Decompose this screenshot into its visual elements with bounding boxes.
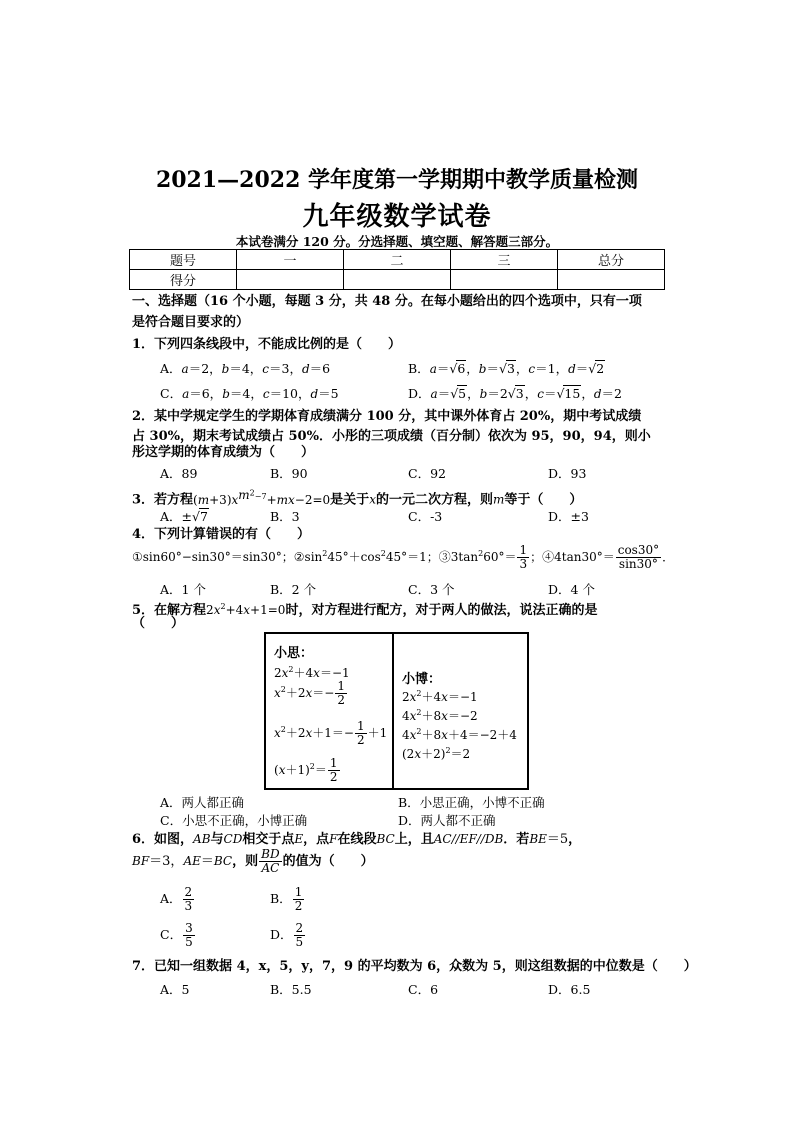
question-1-stem: 1．下列四条线段中，不能成比例的是（ ）: [132, 337, 402, 352]
xiaobo-step-1: $2x^2+4x=-1$: [402, 689, 478, 704]
xiaosi-step-4: $(x+1)^2=$ $\frac{1}{2}$: [274, 756, 338, 784]
exam-subtitle: 九年级数学试卷: [302, 202, 492, 232]
question-6-text: 的值为（ ）: [282, 854, 374, 869]
question-6-text: 相交于点: [242, 832, 295, 847]
question-5-stem-cont: （ ）: [132, 616, 185, 631]
score-table-row: [130, 270, 665, 290]
question-4-stem: 4．下列计算错误的有（ ）: [132, 527, 311, 542]
question-6-option-c: C． $\frac{3}{5}$: [160, 921, 193, 949]
question-6-option-a: A． $\frac{2}{3}$: [160, 885, 193, 913]
question-6-text: 6．如图，: [132, 832, 194, 847]
question-6-text: ，点: [303, 832, 330, 847]
question-6-text: 在线段: [337, 832, 377, 847]
question-1-option-c: C．a＝6，b＝4，c＝10，d＝5: [160, 386, 339, 401]
question-3-text: 的一元二次方程，则: [375, 492, 493, 508]
xiaobo-label: 小博：: [402, 672, 442, 687]
question-6-text: ，则: [232, 854, 259, 869]
section-heading: 一、选择题（16 个小题，每题 3 分，共 48 分。在每小题给出的四个选项中，只有一项: [132, 294, 642, 309]
score-table-header: 二: [344, 250, 451, 270]
score-cell[interactable]: [451, 270, 558, 290]
xiaobo-step-3: $4x^2+8x+4=-2+4$: [402, 727, 517, 742]
score-row-label: 得分: [130, 270, 237, 290]
score-cell[interactable]: [558, 270, 665, 290]
question-6-stem: 6．如图，AB与CD相交于点E，点F在线段BC上，且AC//EF//DB．若BE＝5，: [132, 832, 582, 847]
question-1-option-d: D．a＝√5，b＝2√3，c＝√15，d＝2: [408, 386, 622, 401]
question-6-option-d: D． $\frac{2}{5}$: [270, 921, 304, 949]
question-5-option-b: B．小思正确，小博不正确: [398, 795, 545, 810]
xiaosi-step-3: $x^2+2x+1=-$ $\frac{1}{2}$ ＋1: [274, 719, 388, 747]
score-cell[interactable]: [344, 270, 451, 290]
xiaobo-step-2: $4x^2+8x=-2$: [402, 708, 478, 723]
question-6-text: ，: [568, 832, 582, 847]
question-3-text: 是关于: [330, 492, 370, 508]
question-2-stem: 占 30%，期末考试成绩占 50%．小彤的三项成绩（百分制）依次为 95，90，94，则小: [132, 429, 651, 444]
xiaosi-step-1: $2x^2+4x=-1$: [274, 665, 350, 680]
score-table: [129, 249, 665, 290]
score-table-header-row: [130, 250, 665, 270]
question-7-option-a: A．5: [160, 982, 190, 997]
question-6-stem-cont: BF＝3，AE＝BC，则 $\frac{BD}{AC}$ 的值为（ ）: [132, 847, 374, 875]
question-4-statements: ①sin60°−sin30°＝sin30°；$②\sin^245^\circ+\cos^245^\circ=1$；$③3\tan^260^\circ=$ $\frac{1}{3}$ ；④4tan30°＝ $\frac{\cos 30^\circ}{\sin 30^\circ}$ ．: [132, 543, 675, 571]
question-7-stem: 7．已知一组数据 4，x，5，y，7，9 的平均数为 6，众数为 5，则这组数据的中位数是（ ）: [132, 959, 697, 974]
question-7-option-c: C．6: [408, 982, 439, 997]
question-4-option-b: B．2 个: [270, 582, 317, 597]
question-5-option-c: C．小思不正确，小博正确: [160, 813, 308, 828]
question-6-text: 与: [210, 832, 224, 847]
question-2-option-d: D．93: [548, 466, 587, 481]
question-7-option-b: B．5.5: [270, 982, 312, 997]
section-heading-cont: 是符合题目要求的）: [132, 315, 250, 330]
question-4-option-a: A．1 个: [160, 582, 206, 597]
question-5-option-a: A．两人都正确: [160, 795, 245, 810]
question-5-option-d: D．两人都不正确: [398, 813, 496, 828]
question-2-option-a: A．89: [160, 466, 198, 481]
question-6-text: ．若: [503, 832, 530, 847]
question-2-option-c: C．92: [408, 466, 446, 481]
question-3-text: 3．若方程: [132, 492, 194, 508]
question-6-option-b: B． $\frac{1}{2}$: [270, 885, 303, 913]
question-3-stem: 3．若方程$(m+3)x^{m^2-7}+mx-2=0$是关于x的一元二次方程，则m等于（ ）: [132, 487, 583, 508]
question-1-option-b: B．a＝√6，b＝√3，c＝1，d＝√2: [408, 361, 605, 376]
question-3-option-a: A．±√7: [160, 509, 208, 524]
xiaosi-label: 小思：: [274, 646, 314, 661]
question-6-text: 上，且: [394, 832, 434, 847]
box-divider: [392, 634, 394, 788]
score-cell[interactable]: [237, 270, 344, 290]
question-5-stem: 5．在解方程$2x^2+4x+1=0$时，对方程进行配方，对于两人的做法，说法正确的是: [132, 602, 598, 618]
question-4-option-c: C．3 个: [408, 582, 455, 597]
exam-note: 本试卷满分 120 分。分选择题、填空题、解答题三部分。: [235, 234, 559, 249]
score-table-header: 总分: [558, 250, 665, 270]
score-table-header: 三: [451, 250, 558, 270]
question-3-text: 等于（ ）: [504, 492, 583, 508]
question-1-option-a: A．a＝2，b＝4，c＝3，d＝6: [160, 361, 331, 376]
question-4-option-d: D．4 个: [548, 582, 595, 597]
question-7-option-d: D．6.5: [548, 982, 591, 997]
xiaobo-step-4: $(2x+2)^2=2$: [402, 746, 471, 761]
score-table-header: 题号: [130, 250, 237, 270]
question-3-option-b: B．3: [270, 509, 300, 524]
question-2-stem: 2．某中学规定学生的学期体育成绩满分 100 分，其中课外体育占 20%，期中考试成绩: [132, 409, 642, 424]
exam-title: 2021—2022 学年度第一学期期中教学质量检测: [155, 167, 639, 193]
question-5-text: 5．在解方程: [132, 603, 207, 618]
question-2-option-b: B．90: [270, 466, 308, 481]
score-table-header: 一: [237, 250, 344, 270]
question-3-option-c: C．-3: [408, 509, 443, 524]
question-2-stem: 彤这学期的体育成绩为（ ）: [132, 445, 315, 460]
question-5-text: 时，对方程进行配方，对于两人的做法，说法正确的是: [285, 603, 598, 618]
solution-comparison-box: [264, 632, 529, 790]
xiaosi-step-2: $x^2+2x=-$ $\frac{1}{2}$: [274, 679, 345, 707]
question-3-option-d: D．±3: [548, 509, 589, 524]
